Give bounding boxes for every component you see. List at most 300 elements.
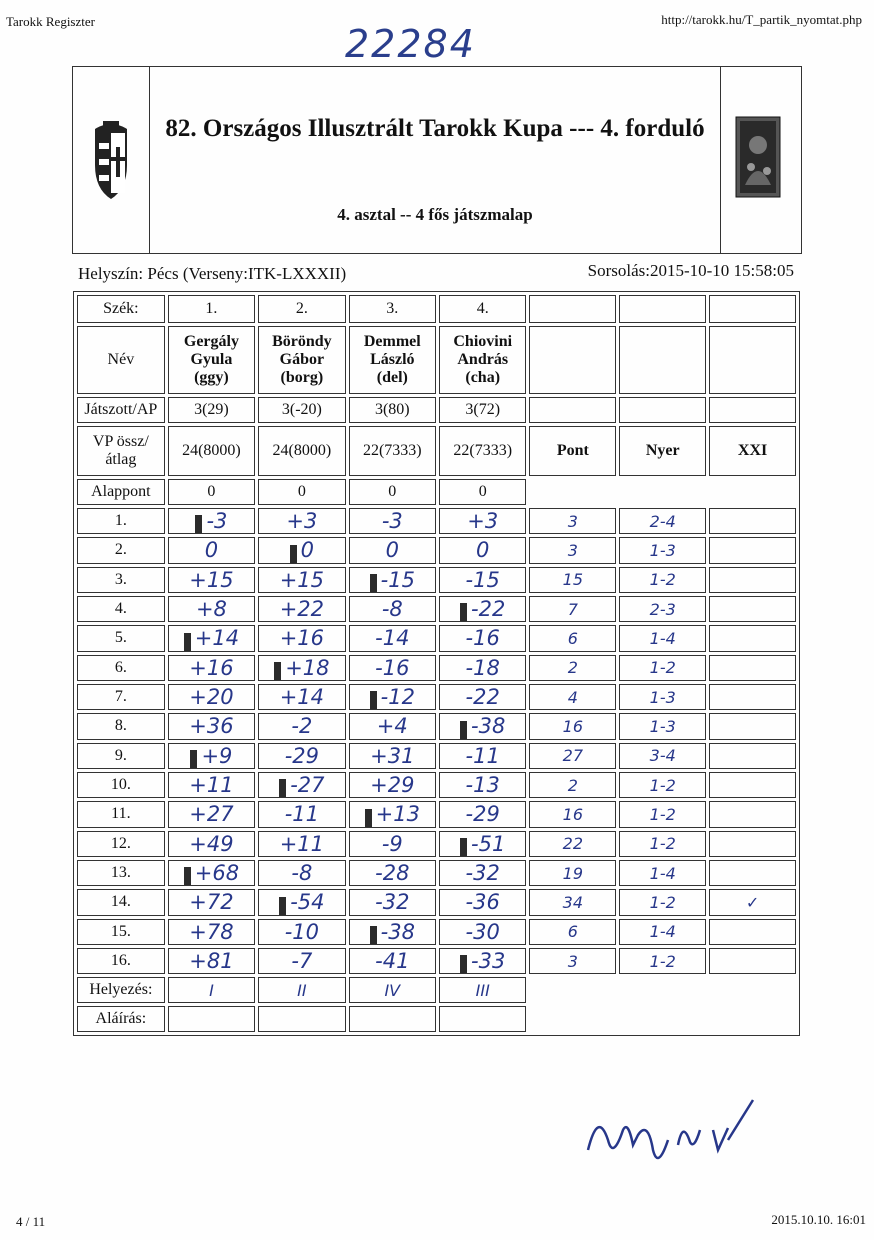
base-label: Alappont: [77, 479, 165, 505]
round-number: 14.: [77, 889, 165, 915]
player-code: (cha): [465, 369, 501, 386]
dealer-marker-icon: [274, 662, 281, 680]
empty-cell: [619, 1006, 706, 1032]
player-last-name: András: [457, 351, 509, 368]
round-winner: 1-4: [619, 919, 706, 945]
round-points: 3: [529, 537, 616, 563]
dealer-marker-icon: [460, 955, 467, 973]
points-header: Pont: [529, 426, 616, 476]
coat-of-arms-icon: [73, 67, 149, 253]
vp-value: 24(8000): [168, 426, 255, 476]
player-last-name: Gyula: [190, 351, 233, 368]
seat-row: [77, 295, 796, 323]
round-score-cell: [439, 831, 526, 857]
round-score: -30: [465, 919, 500, 944]
round-row: [77, 889, 796, 915]
round-score-cell: [258, 655, 345, 681]
round-winner: 1-2: [619, 567, 706, 593]
round-score: 0: [204, 538, 219, 563]
round-score-cell: [439, 596, 526, 622]
venue-label: Helyszín: Pécs (Verseny:ITK-LXXXII): [78, 264, 347, 283]
round-score-cell: [258, 625, 345, 651]
base-row: [77, 479, 796, 505]
round-xxi: [709, 508, 796, 534]
round-score-cell: [349, 684, 436, 710]
round-xxi: [709, 743, 796, 769]
round-row: [77, 567, 796, 593]
round-row: [77, 713, 796, 739]
round-score: -38: [380, 919, 415, 944]
round-row: [77, 860, 796, 886]
round-score: -29: [284, 743, 320, 768]
round-xxi: [709, 919, 796, 945]
round-score-cell: [349, 919, 436, 945]
tournament-title: 82. Országos Illusztrált Tarokk Kupa --- 4. forduló: [165, 115, 705, 142]
round-score: -54: [290, 890, 325, 915]
player-placement: I: [168, 977, 255, 1003]
round-xxi: [709, 567, 796, 593]
round-score-cell: [258, 508, 345, 534]
dealer-marker-icon: [190, 750, 197, 768]
round-row: [77, 596, 796, 622]
round-number: 10.: [77, 772, 165, 798]
round-score: +15: [189, 567, 234, 592]
empty-cell: [709, 326, 796, 394]
round-score: +20: [189, 685, 234, 710]
player-name-cell: [258, 326, 345, 394]
vp-value: 22(7333): [349, 426, 436, 476]
round-score-cell: [258, 713, 345, 739]
round-score: +14: [194, 626, 240, 651]
player-code: (borg): [280, 369, 324, 386]
base-value: 0: [439, 479, 526, 505]
round-score: +9: [201, 743, 233, 768]
round-winner: 2-3: [619, 596, 706, 622]
empty-cell: [619, 295, 706, 323]
round-winner: 1-2: [619, 889, 706, 915]
empty-cell: [529, 295, 616, 323]
seat-number: 2.: [258, 295, 345, 323]
round-winner: 1-4: [619, 860, 706, 886]
round-score-cell: [349, 537, 436, 563]
round-score-cell: [168, 684, 255, 710]
player-signature-cell: [258, 1006, 345, 1032]
dealer-marker-icon: [195, 515, 202, 533]
round-score-cell: [439, 801, 526, 827]
round-number: 15.: [77, 919, 165, 945]
tarot-card-cell: [720, 67, 801, 253]
round-score: +14: [279, 685, 325, 710]
score-sheet-table: [73, 291, 800, 1036]
round-row: [77, 537, 796, 563]
empty-cell: [709, 1006, 796, 1032]
player-signature-cell: [349, 1006, 436, 1032]
round-score: -38: [471, 714, 506, 739]
round-score-cell: [168, 596, 255, 622]
empty-cell: [709, 479, 796, 505]
round-score: -3: [381, 509, 403, 534]
player-name-cell: [439, 326, 526, 394]
round-winner: 1-2: [619, 948, 706, 974]
player-placement: IV: [349, 977, 436, 1003]
round-points: 16: [529, 713, 616, 739]
round-number: 2.: [77, 537, 165, 563]
dealer-marker-icon: [370, 574, 377, 592]
base-value: 0: [258, 479, 345, 505]
round-score-cell: [349, 860, 436, 886]
round-score-cell: [439, 567, 526, 593]
round-score: -15: [465, 567, 500, 592]
round-winner: 1-4: [619, 625, 706, 651]
signature-label: Aláírás:: [77, 1006, 165, 1032]
vp-value: 22(7333): [439, 426, 526, 476]
round-score: -9: [381, 831, 403, 856]
round-score: 0: [300, 538, 315, 563]
round-number: 4.: [77, 596, 165, 622]
played-label: Játszott/AP: [77, 397, 165, 423]
round-number: 5.: [77, 625, 165, 651]
round-xxi: [709, 772, 796, 798]
round-score: -14: [375, 626, 410, 651]
round-row: [77, 655, 796, 681]
vp-value: 24(8000): [258, 426, 345, 476]
round-score-cell: [258, 772, 345, 798]
round-xxi: [709, 684, 796, 710]
round-points: 22: [529, 831, 616, 857]
dealer-marker-icon: [184, 633, 191, 651]
round-score: -2: [291, 714, 313, 739]
round-points: 34: [529, 889, 616, 915]
round-score: -3: [206, 509, 228, 533]
player-placement: II: [258, 977, 345, 1003]
round-score: -32: [375, 890, 410, 915]
played-row: [77, 397, 796, 423]
round-score-cell: [439, 508, 526, 534]
xxi-header: XXI: [709, 426, 796, 476]
round-winner: 1-3: [619, 713, 706, 739]
round-score-cell: [258, 537, 345, 563]
empty-cell: [529, 479, 616, 505]
dealer-marker-icon: [365, 809, 372, 827]
empty-cell: [619, 977, 706, 1003]
round-score: +13: [375, 802, 420, 827]
round-winner: 2-4: [619, 508, 706, 534]
round-xxi: [709, 537, 796, 563]
round-score-cell: [168, 508, 255, 534]
round-score-cell: [168, 537, 255, 563]
round-score: +72: [189, 890, 234, 915]
round-score: -10: [284, 919, 320, 944]
round-winner: 1-2: [619, 772, 706, 798]
round-score: -51: [471, 831, 506, 856]
page-number: 4 / 11: [16, 1214, 46, 1229]
player-signature-cell: [168, 1006, 255, 1032]
vp-row: [77, 426, 796, 476]
header-url: http://tarokk.hu/T_partik_nyomtat.php: [661, 12, 862, 27]
round-row: [77, 743, 796, 769]
round-score-cell: [439, 743, 526, 769]
referee-signature: [578, 1090, 778, 1185]
dealer-marker-icon: [184, 867, 191, 885]
round-score: +36: [189, 714, 234, 739]
round-score-cell: [168, 625, 255, 651]
round-score: -13: [465, 773, 500, 798]
round-score-cell: [439, 625, 526, 651]
round-points: 19: [529, 860, 616, 886]
round-score-cell: [258, 831, 345, 857]
round-score: -7: [291, 949, 313, 974]
dealer-marker-icon: [290, 545, 297, 563]
round-score: +31: [370, 743, 415, 768]
round-score: -41: [375, 949, 410, 974]
round-row: [77, 948, 796, 974]
placement-row: [77, 977, 796, 1003]
round-points: 3: [529, 948, 616, 974]
round-score-cell: [168, 772, 255, 798]
round-score: -15: [380, 567, 415, 592]
round-row: [77, 801, 796, 827]
title-box: [72, 66, 802, 254]
round-points: 4: [529, 684, 616, 710]
round-score-cell: [258, 801, 345, 827]
round-score: -27: [290, 772, 325, 797]
round-score-cell: [439, 655, 526, 681]
player-name-cell: [168, 326, 255, 394]
round-points: 15: [529, 567, 616, 593]
round-score-cell: [168, 948, 255, 974]
round-score: +16: [279, 626, 325, 651]
player-placement: III: [439, 977, 526, 1003]
round-score: -8: [291, 861, 313, 886]
dealer-marker-icon: [370, 926, 377, 944]
round-score-cell: [168, 567, 255, 593]
round-row: [77, 772, 796, 798]
round-winner: 1-3: [619, 537, 706, 563]
round-score: +49: [189, 831, 234, 856]
round-number: 8.: [77, 713, 165, 739]
round-points: 7: [529, 596, 616, 622]
round-score-cell: [168, 655, 255, 681]
player-first-name: Böröndy: [272, 333, 332, 350]
round-score: -22: [471, 596, 506, 621]
round-score: 0: [476, 538, 490, 563]
round-score-cell: [439, 860, 526, 886]
round-row: [77, 919, 796, 945]
round-winner: 3-4: [619, 743, 706, 769]
round-score: +15: [279, 567, 325, 592]
round-number: 7.: [77, 684, 165, 710]
round-score: 0: [385, 538, 399, 563]
round-row: [77, 684, 796, 710]
round-row: [77, 625, 796, 651]
round-score-cell: [349, 655, 436, 681]
round-points: 2: [529, 772, 616, 798]
round-score-cell: [258, 919, 345, 945]
round-score-cell: [349, 772, 436, 798]
round-score: -36: [465, 890, 500, 915]
round-score-cell: [439, 713, 526, 739]
round-score: +27: [189, 802, 234, 827]
round-score: -11: [284, 802, 320, 827]
round-score-cell: [439, 948, 526, 974]
empty-cell: [619, 479, 706, 505]
round-points: 3: [529, 508, 616, 534]
round-score: +29: [370, 773, 415, 798]
draw-timestamp: Sorsolás:2015-10-10 15:58:05: [587, 261, 794, 280]
round-number: 3.: [77, 567, 165, 593]
vp-label: VP össz/átlag: [77, 426, 165, 476]
played-value: 3(-20): [258, 397, 345, 423]
round-score-cell: [439, 889, 526, 915]
signature-scribble-icon: [578, 1090, 778, 1180]
seat-number: 3.: [349, 295, 436, 323]
round-score: -12: [380, 684, 415, 709]
round-xxi: [709, 831, 796, 857]
dealer-marker-icon: [279, 779, 286, 797]
round-xxi: [709, 625, 796, 651]
signature-row: [77, 1006, 796, 1032]
round-score: +11: [279, 831, 325, 856]
round-score-cell: [258, 889, 345, 915]
round-score: -16: [375, 655, 410, 680]
round-points: 2: [529, 655, 616, 681]
round-score: -28: [375, 861, 410, 886]
round-score-cell: [349, 743, 436, 769]
round-score: +68: [194, 860, 240, 885]
round-xxi: [709, 860, 796, 886]
round-score-cell: [168, 919, 255, 945]
round-score-cell: [258, 860, 345, 886]
round-xxi: [709, 948, 796, 974]
round-score-cell: [168, 713, 255, 739]
played-value: 3(72): [439, 397, 526, 423]
round-number: 9.: [77, 743, 165, 769]
round-score: +3: [467, 509, 499, 534]
round-score-cell: [168, 801, 255, 827]
played-value: 3(29): [168, 397, 255, 423]
round-xxi: ✓: [709, 889, 796, 915]
player-first-name: Chiovini: [453, 333, 513, 350]
round-number: 1.: [77, 508, 165, 534]
round-points: 6: [529, 625, 616, 651]
round-score-cell: [258, 948, 345, 974]
round-score: -22: [465, 685, 500, 710]
base-value: 0: [349, 479, 436, 505]
round-score-cell: [349, 596, 436, 622]
round-score: -8: [381, 597, 403, 622]
round-score: -16: [465, 626, 500, 651]
dealer-marker-icon: [460, 721, 467, 739]
round-score-cell: [168, 889, 255, 915]
round-xxi: [709, 801, 796, 827]
dealer-marker-icon: [460, 838, 467, 856]
round-score-cell: [258, 567, 345, 593]
empty-cell: [619, 397, 706, 423]
player-last-name: László: [370, 351, 415, 368]
round-number: 11.: [77, 801, 165, 827]
round-score: +8: [195, 597, 227, 622]
empty-cell: [529, 397, 616, 423]
round-score-cell: [349, 801, 436, 827]
dealer-marker-icon: [460, 603, 467, 621]
empty-cell: [529, 977, 616, 1003]
round-score-cell: [168, 860, 255, 886]
round-xxi: [709, 713, 796, 739]
base-value: 0: [168, 479, 255, 505]
round-score-cell: [168, 831, 255, 857]
round-points: 27: [529, 743, 616, 769]
round-score: -33: [471, 948, 506, 973]
round-score: +11: [189, 773, 234, 798]
round-points: 6: [529, 919, 616, 945]
tarot-card-icon: [721, 67, 801, 253]
round-score-cell: [349, 567, 436, 593]
round-row: [77, 831, 796, 857]
player-code: (del): [376, 369, 408, 386]
player-first-name: Gergály: [183, 333, 239, 350]
round-score: +4: [376, 714, 408, 739]
round-score: +16: [189, 655, 234, 680]
played-value: 3(80): [349, 397, 436, 423]
name-row: [77, 326, 796, 394]
round-score: +3: [286, 509, 318, 534]
player-signature-cell: [439, 1006, 526, 1032]
seat-number: 4.: [439, 295, 526, 323]
round-score-cell: [258, 596, 345, 622]
round-score: -11: [465, 743, 500, 768]
round-score-cell: [349, 508, 436, 534]
empty-cell: [709, 977, 796, 1003]
header-site-name: Tarokk Regiszter: [6, 14, 95, 29]
round-score-cell: [439, 772, 526, 798]
round-xxi: [709, 655, 796, 681]
round-score-cell: [349, 713, 436, 739]
empty-cell: [709, 295, 796, 323]
winner-header: Nyer: [619, 426, 706, 476]
round-row: [77, 508, 796, 534]
handwritten-game-number: 22284: [345, 22, 476, 66]
round-score: -32: [465, 861, 500, 886]
round-score: +78: [189, 919, 234, 944]
name-label: Név: [77, 326, 165, 394]
round-winner: 1-2: [619, 801, 706, 827]
player-first-name: Demmel: [363, 333, 421, 350]
round-number: 13.: [77, 860, 165, 886]
player-last-name: Gábor: [279, 351, 325, 368]
round-winner: 1-3: [619, 684, 706, 710]
player-code: (ggy): [194, 369, 229, 386]
round-score-cell: [439, 684, 526, 710]
round-score: +22: [279, 597, 325, 622]
dealer-marker-icon: [279, 897, 286, 915]
round-score-cell: [258, 743, 345, 769]
round-winner: 1-2: [619, 831, 706, 857]
player-name-cell: [349, 326, 436, 394]
round-score-cell: [258, 684, 345, 710]
round-score: -18: [465, 655, 500, 680]
round-score: -29: [465, 802, 500, 827]
empty-cell: [529, 326, 616, 394]
empty-cell: [529, 1006, 616, 1032]
dealer-marker-icon: [370, 691, 377, 709]
round-number: 12.: [77, 831, 165, 857]
round-score-cell: [349, 625, 436, 651]
round-score-cell: [439, 919, 526, 945]
seat-label: Szék:: [77, 295, 165, 323]
round-score-cell: [168, 743, 255, 769]
round-winner: 1-2: [619, 655, 706, 681]
round-score: +81: [189, 949, 234, 974]
